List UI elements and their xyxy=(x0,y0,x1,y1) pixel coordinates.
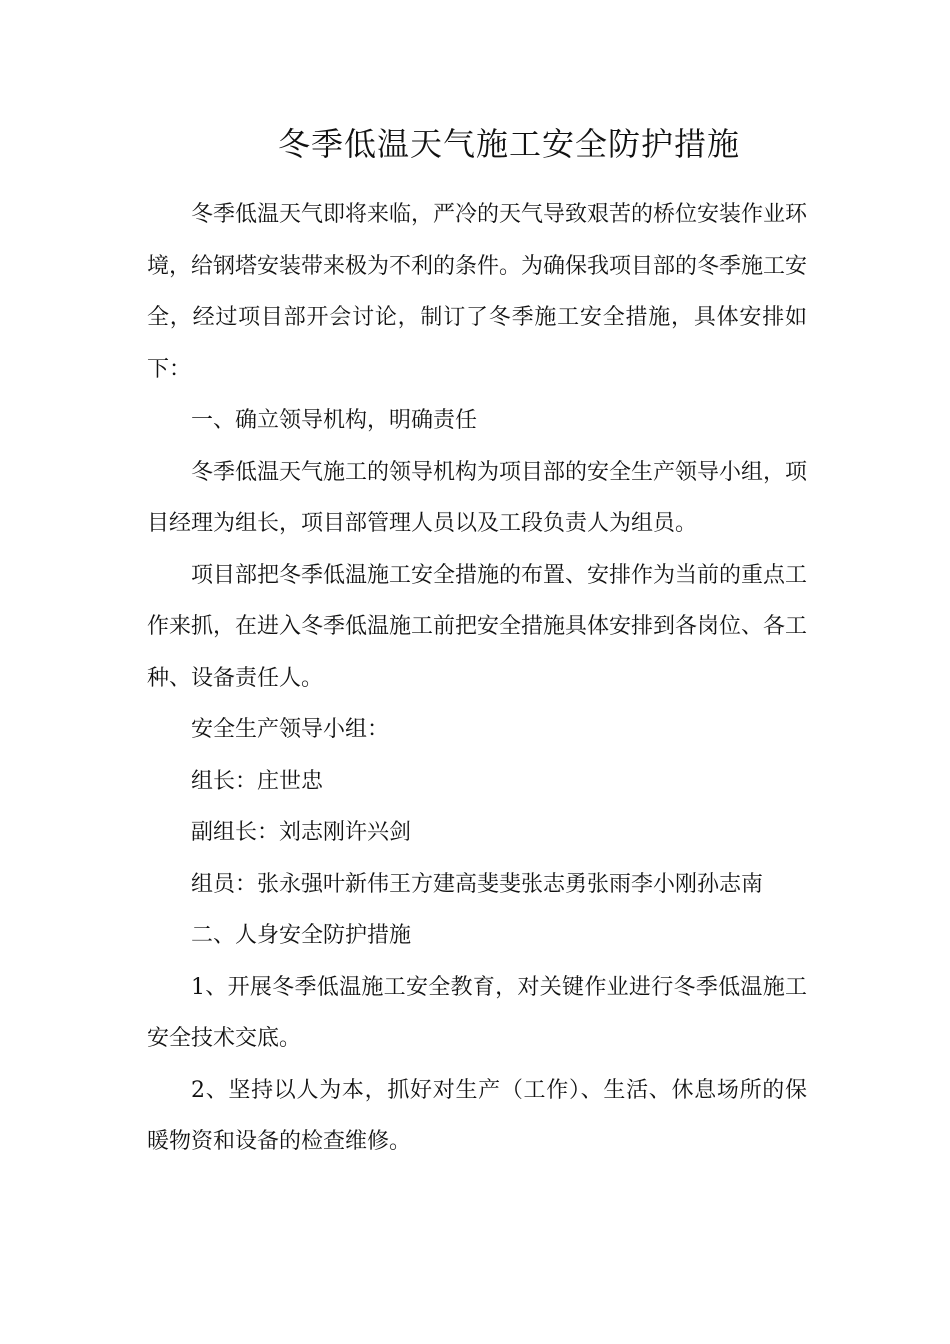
measure-item-2: 2、坚持以人为本，抓好对生产（工作）、生活、休息场所的保暖物资和设备的检查维修。 xyxy=(147,1077,807,1154)
document-body xyxy=(147,189,807,1168)
measure-item-1: 1、开展冬季低温施工安全教育，对关键作业进行冬季低温施工安全技术交底。 xyxy=(147,974,807,1051)
intro-paragraph: 冬季低温天气即将来临，严冷的天气导致艰苦的桥位安装作业环境，给钢塔安装带来极为不利的条件。为确保我项目部的冬季施工安全，经过项目部开会讨论，制订了冬季施工安全措施，具体安排如下： xyxy=(147,202,808,382)
responsibility-paragraph: 项目部把冬季低温施工安全措施的布置、安排作为当前的重点工作来抓，在进入冬季低温施工前把安全措施具体安排到各岗位、各工种、设备责任人。 xyxy=(147,562,808,691)
group-deputy-leader: 副组长：刘志刚许兴剑 xyxy=(191,820,412,845)
section-heading-leadership: 一、确立领导机构，明确责任 xyxy=(191,408,478,433)
document-title: 冬季低温天气施工安全防护措施 xyxy=(277,125,740,163)
group-leader: 组长：庄世忠 xyxy=(191,768,324,794)
group-heading: 安全生产领导小组： xyxy=(191,717,390,742)
section-heading-personal-safety: 二、人身安全防护措施 xyxy=(191,923,412,948)
group-members: 组员：张永强叶新伟王方建高斐斐张志勇张雨李小刚孙志南 xyxy=(191,871,764,897)
leadership-paragraph: 冬季低温天气施工的领导机构为项目部的安全生产领导小组，项目经理为组长，项目部管理人员以及工段负责人为组员。 xyxy=(147,459,808,536)
